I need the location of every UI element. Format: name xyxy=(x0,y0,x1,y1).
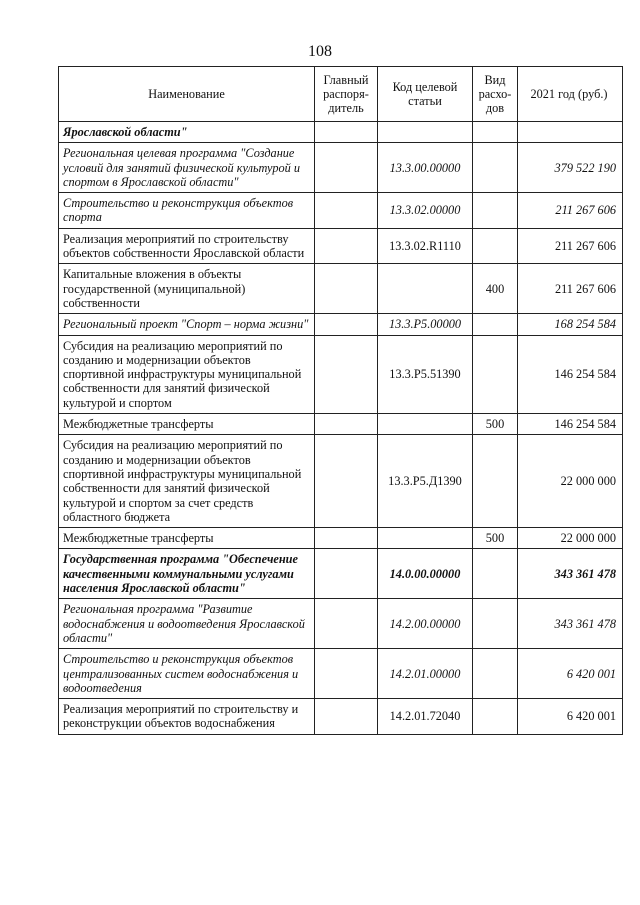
page-number: 108 xyxy=(308,43,332,60)
row-name-cell: Ярославской области" xyxy=(59,122,315,143)
row-name-cell: Реализация мероприятий по строительству объектов собственности Ярославской области xyxy=(59,228,315,264)
table-header-row xyxy=(59,67,623,122)
row-admin-cell xyxy=(315,599,378,649)
table-row xyxy=(59,414,623,435)
budget-table xyxy=(58,66,623,735)
row-amount-cell: 146 254 584 xyxy=(518,414,623,435)
row-admin-cell xyxy=(315,314,378,335)
row-code-cell: 14.2.01.72040 xyxy=(378,699,473,735)
row-code-cell xyxy=(378,528,473,549)
row-amount-cell: 22 000 000 xyxy=(518,435,623,528)
row-code-cell xyxy=(378,264,473,314)
row-name-cell: Региональная целевая программа "Создание условий для занятий физической культурой и спортом в Ярославской области" xyxy=(59,143,315,193)
row-amount-cell: 343 361 478 xyxy=(518,549,623,599)
table-row xyxy=(59,549,623,599)
row-amount-cell: 379 522 190 xyxy=(518,143,623,193)
table-row xyxy=(59,528,623,549)
row-admin-cell xyxy=(315,122,378,143)
row-name-cell: Капитальные вложения в объекты государственной (муниципальной) собственности xyxy=(59,264,315,314)
row-code-cell: 13.3.00.00000 xyxy=(378,143,473,193)
row-amount-cell: 211 267 606 xyxy=(518,193,623,229)
table-body xyxy=(59,122,623,735)
row-admin-cell xyxy=(315,549,378,599)
row-code-cell: 14.2.00.00000 xyxy=(378,599,473,649)
row-code-cell xyxy=(378,414,473,435)
row-amount-cell: 6 420 001 xyxy=(518,699,623,735)
table-row xyxy=(59,122,623,143)
row-amount-cell: 146 254 584 xyxy=(518,335,623,413)
row-admin-cell xyxy=(315,435,378,528)
table-row xyxy=(59,649,623,699)
row-code-cell: 13.3.P5.51390 xyxy=(378,335,473,413)
row-type-cell xyxy=(473,649,518,699)
row-amount-cell: 168 254 584 xyxy=(518,314,623,335)
row-type-cell: 400 xyxy=(473,264,518,314)
row-code-cell xyxy=(378,122,473,143)
row-admin-cell xyxy=(315,414,378,435)
row-admin-cell xyxy=(315,143,378,193)
row-admin-cell xyxy=(315,528,378,549)
row-amount-cell: 22 000 000 xyxy=(518,528,623,549)
row-amount-cell: 6 420 001 xyxy=(518,649,623,699)
table-row xyxy=(59,264,623,314)
row-admin-cell xyxy=(315,193,378,229)
row-name-cell: Государственная программа "Обеспечение качественными коммунальными услугами населения Ярославской области" xyxy=(59,549,315,599)
row-name-cell: Субсидия на реализацию мероприятий по созданию и модернизации объектов спортивной инфраструктуры муниципальной собственности для занятий физической культурой и спортом за счет средств областного бюджета xyxy=(59,435,315,528)
row-type-cell xyxy=(473,549,518,599)
row-name-cell: Межбюджетные трансферты xyxy=(59,414,315,435)
row-amount-cell xyxy=(518,122,623,143)
header-code: Код целевой статьи xyxy=(378,67,473,122)
row-amount-cell: 211 267 606 xyxy=(518,228,623,264)
header-type: Вид расхо-дов xyxy=(473,67,518,122)
row-name-cell: Субсидия на реализацию мероприятий по созданию и модернизации объектов спортивной инфраструктуры муниципальной собственности для занятий физической культурой и спортом xyxy=(59,335,315,413)
row-type-cell xyxy=(473,143,518,193)
row-type-cell xyxy=(473,335,518,413)
row-name-cell: Межбюджетные трансферты xyxy=(59,528,315,549)
row-name-cell: Реализация мероприятий по строительству и реконструкции объектов водоснабжения xyxy=(59,699,315,735)
row-code-cell: 14.0.00.00000 xyxy=(378,549,473,599)
row-type-cell xyxy=(473,122,518,143)
table-row xyxy=(59,193,623,229)
row-type-cell: 500 xyxy=(473,414,518,435)
table-row xyxy=(59,435,623,528)
row-code-cell: 14.2.01.00000 xyxy=(378,649,473,699)
row-type-cell xyxy=(473,228,518,264)
row-name-cell: Региональный проект "Спорт – норма жизни" xyxy=(59,314,315,335)
row-amount-cell: 211 267 606 xyxy=(518,264,623,314)
row-name-cell: Строительство и реконструкция объектов централизованных систем водоснабжения и водоотведения xyxy=(59,649,315,699)
header-amount: 2021 год (руб.) xyxy=(518,67,623,122)
row-code-cell: 13.3.02.00000 xyxy=(378,193,473,229)
row-name-cell: Региональная программа "Развитие водоснабжения и водоотведения Ярославской области" xyxy=(59,599,315,649)
table-row xyxy=(59,699,623,735)
table-row xyxy=(59,228,623,264)
table-row xyxy=(59,314,623,335)
table-row xyxy=(59,335,623,413)
row-admin-cell xyxy=(315,649,378,699)
row-admin-cell xyxy=(315,228,378,264)
row-type-cell xyxy=(473,193,518,229)
row-admin-cell xyxy=(315,335,378,413)
header-name: Наименование xyxy=(59,67,315,122)
row-type-cell xyxy=(473,314,518,335)
table-row xyxy=(59,143,623,193)
row-admin-cell xyxy=(315,699,378,735)
row-type-cell xyxy=(473,699,518,735)
row-type-cell: 500 xyxy=(473,528,518,549)
row-code-cell: 13.3.02.R1110 xyxy=(378,228,473,264)
header-admin: Главный распоря-дитель xyxy=(315,67,378,122)
row-code-cell: 13.3.P5.Д1390 xyxy=(378,435,473,528)
row-admin-cell xyxy=(315,264,378,314)
row-amount-cell: 343 361 478 xyxy=(518,599,623,649)
row-code-cell: 13.3.P5.00000 xyxy=(378,314,473,335)
row-type-cell xyxy=(473,435,518,528)
row-type-cell xyxy=(473,599,518,649)
row-name-cell: Строительство и реконструкция объектов спорта xyxy=(59,193,315,229)
table-row xyxy=(59,599,623,649)
